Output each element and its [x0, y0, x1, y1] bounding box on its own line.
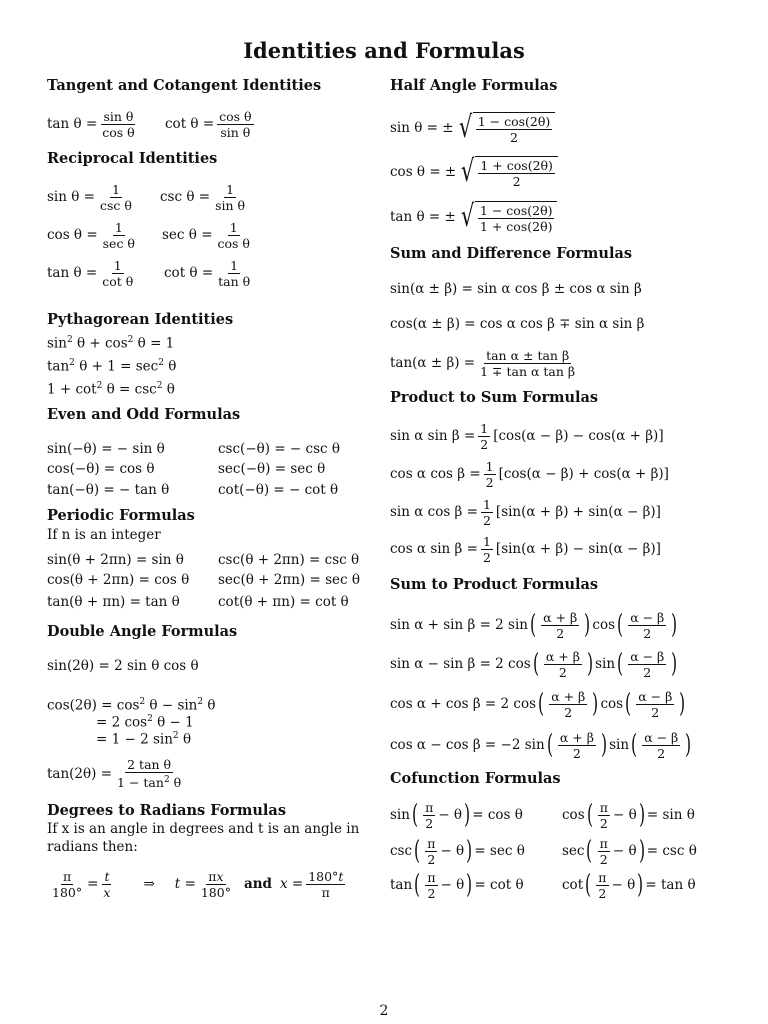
formula-even-csc: csc(−θ) = − csc θ [218, 441, 340, 457]
formula-periodic-csc: csc(θ + 2πn) = csc θ [218, 552, 360, 568]
formula-even-sec: sec(−θ) = sec θ [218, 461, 326, 477]
formula-even-tan: tan(−θ) = − tan θ [47, 482, 170, 498]
periodic-note: If n is an integer [47, 527, 161, 543]
formula-sp-sin-plus: sin α + sin β = 2 sin ( $\frac{\alpha + \beta}{2}$ ) cos ( $\frac{\alpha - \beta}{2}$ ) [390, 609, 678, 641]
formula-cos-recip: cos θ = $\frac{1}{\text{sec θ}}$ [47, 219, 135, 251]
formula-cot-recip: cot θ = $\frac{1}{\text{tan θ}}$ [164, 257, 251, 289]
formula-cof-tan: tan ( $\frac{\pi}{2}$ − θ ) = cot θ [390, 869, 524, 901]
formula-prod-cossin: cos α sin β = $\frac{1}{2}$ [sin(α + β) − sin(α − β)] [390, 533, 661, 565]
formula-sp-cos-minus: cos α − cos β = −2 sin ( $\frac{\alpha + \beta}{2}$ ) sin ( $\frac{\alpha - \beta}{2}$ ) [390, 729, 692, 761]
heading-sum-product: Sum to Product Formulas [390, 576, 599, 593]
heading-deg-rad: Degrees to Radians Formulas [47, 802, 286, 819]
heading-even-odd: Even and Odd Formulas [47, 406, 241, 423]
formula-double-cos-2: = 2 $\cos^2 \theta - 1$ [96, 714, 194, 731]
formula-periodic-cos: cos(θ + 2πn) = cos θ [47, 572, 190, 588]
formula-even-cos: cos(−θ) = cos θ [47, 461, 155, 477]
formula-pyth-2: $\tan^2 \theta + 1 = \sec^2 \theta$ [47, 358, 177, 375]
heading-pythagorean: Pythagorean Identities [47, 311, 234, 328]
formula-half-tan: tan θ = ± √ $\frac{1 - \cos(2\theta)}{1 + \cos(2\theta)}$ [390, 205, 557, 229]
formula-tan-def: tan θ = $\frac{\text{sin θ}}{\text{cos θ}}$ [47, 108, 135, 140]
formula-even-cot: cot(−θ) = − cot θ [218, 482, 339, 498]
formula-periodic-sin: sin(θ + 2πn) = sin θ [47, 552, 184, 568]
formula-cof-sec: sec ( $\frac{\pi}{2}$ − θ ) = csc θ [562, 835, 697, 867]
formula-periodic-sec: sec(θ + 2πn) = sec θ [218, 572, 360, 588]
formula-csc-recip: csc θ = $\frac{1}{\text{sin θ}}$ [160, 181, 246, 213]
formula-periodic-tan: tan(θ + πn) = tan θ [47, 594, 180, 610]
heading-half-angle: Half Angle Formulas [390, 77, 558, 94]
formula-cot-def: cot θ = $\frac{\text{cos θ}}{\text{sin θ}}$ [165, 108, 252, 140]
formula-cof-csc: csc ( $\frac{\pi}{2}$ − θ ) = sec θ [390, 835, 525, 867]
heading-double-angle: Double Angle Formulas [47, 623, 238, 640]
formula-sum-cos: cos(α ± β) = cos α cos β ∓ sin α sin β [390, 316, 645, 332]
formula-half-sin: sin θ = ± √ $\frac{1 - \cos(2\theta)}{2}$ [390, 116, 555, 140]
heading-product-sum: Product to Sum Formulas [390, 389, 599, 406]
formula-sec-recip: sec θ = $\frac{1}{\text{cos θ}}$ [162, 219, 250, 251]
formula-double-sin: sin(2θ) = 2 sin θ cos θ [47, 658, 199, 674]
formula-periodic-cot: cot(θ + πn) = cot θ [218, 594, 349, 610]
formula-double-cos-1: $\cos(2\theta) = \cos^2 \theta - \sin^2 \theta$ [47, 697, 216, 714]
heading-periodic: Periodic Formulas [47, 507, 195, 524]
formula-prod-coscos: cos α cos β = $\frac{1}{2}$ [cos(α − β) + cos(α + β)] [390, 458, 669, 490]
deg-rad-note: If x is an angle in degrees and t is an angle in radians then: [47, 821, 360, 855]
page-title: Identities and Formulas [243, 38, 525, 63]
heading-tangent-cotangent: Tangent and Cotangent Identities [47, 77, 322, 94]
formula-pyth-3: $1 + \cot^2 \theta = \csc^2 \theta$ [47, 381, 175, 398]
formula-half-cos: cos θ = ± √ $\frac{1 + \cos(2\theta)}{2}$ [390, 160, 558, 184]
heading-reciprocal: Reciprocal Identities [47, 150, 218, 167]
formula-even-sin: sin(−θ) = − sin θ [47, 441, 165, 457]
formula-sp-sin-minus: sin α − sin β = 2 cos ( $\frac{\alpha + \beta}{2}$ ) sin ( $\frac{\alpha - \beta}{2}$ ) [390, 648, 678, 680]
page-number: 2 [379, 1003, 389, 1019]
formula-pyth-1: $\sin^2 \theta + \cos^2 \theta = 1$ [47, 335, 175, 352]
heading-sum-diff: Sum and Difference Formulas [390, 245, 633, 262]
formula-tan-recip: tan θ = $\frac{1}{\text{cot θ}}$ [47, 257, 134, 289]
formula-sin-recip: sin θ = $\frac{1}{\text{csc θ}}$ [47, 181, 132, 213]
formula-sum-sin: sin(α ± β) = sin α cos β ± cos α sin β [390, 281, 642, 297]
and-word: and [243, 876, 272, 892]
formula-sp-cos-plus: cos α + cos β = 2 cos ( $\frac{\alpha + \beta}{2}$ ) cos ( $\frac{\alpha - \beta}{2}$ ) [390, 688, 686, 720]
formula-deg-rad: $\frac{\pi}{180^\circ}$ = $\frac{t}{x}$ ⇒ t = $\frac{\pi x}{180^\circ}$ and x = $\frac{180^\circ t}{\pi}$ [52, 868, 344, 900]
formula-prod-sincos: sin α cos β = $\frac{1}{2}$ [sin(α + β) + sin(α − β)] [390, 496, 661, 528]
formula-cof-cos: cos ( $\frac{\pi}{2}$ − θ ) = sin θ [562, 799, 695, 831]
formula-cof-cot: cot ( $\frac{\pi}{2}$ − θ ) = tan θ [562, 869, 696, 901]
formula-double-tan: tan(2θ) = $\frac{\text{2 tan θ}}{1 - \tan^2 \theta}$ [47, 757, 182, 791]
formula-double-cos-3: = 1 − 2 $\sin^2 \theta$ [96, 731, 192, 748]
heading-cofunction: Cofunction Formulas [390, 770, 561, 787]
formula-cof-sin: sin ( $\frac{\pi}{2}$ − θ ) = cos θ [390, 799, 523, 831]
formula-prod-sinsin: sin α sin β = $\frac{1}{2}$ [cos(α − β) − cos(α + β)] [390, 420, 664, 452]
formula-sum-tan: tan(α ± β) = $\frac{\text{tan α ± tan β}}{\text{1 ∓ tan α tan β}}$ [390, 347, 576, 379]
